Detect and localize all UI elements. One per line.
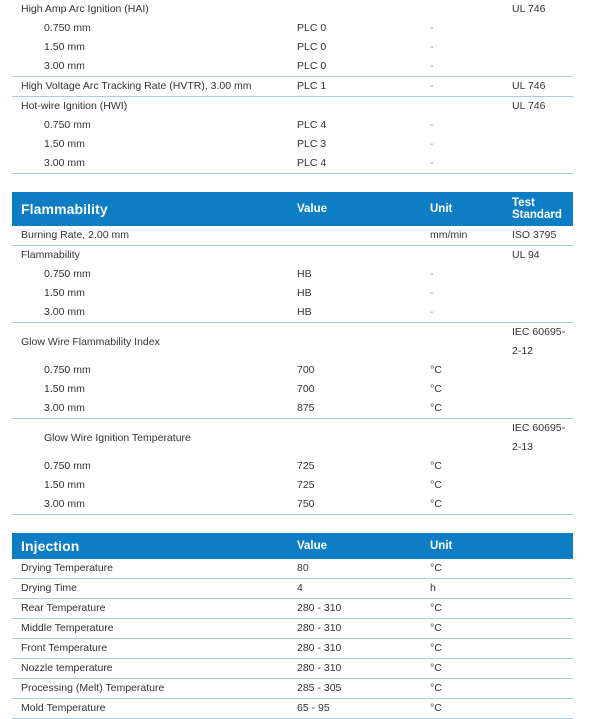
table-row [12,38,573,57]
property-label: Drying Temperature [12,559,275,579]
property-label: 1.50 mm [44,138,85,150]
unit-cell: h [418,579,573,599]
property-label: Flammability [21,249,80,261]
standard-cell [500,303,573,323]
standard-cell [500,457,573,476]
unit-cell: mm/min [418,226,500,246]
value-cell [275,97,418,117]
section-spacer [12,515,588,533]
table-row [12,19,573,38]
property-label: 0.750 mm [44,364,91,376]
standard-cell [500,265,573,284]
property-label: 0.750 mm [44,460,91,472]
table-row [12,476,573,495]
table-row [12,246,573,266]
electrical-continued-table [12,0,573,174]
unit-cell [418,419,500,458]
property-label: High Voltage Arc Tracking Rate (HVTR), 3.00 mm [12,77,275,97]
table-row [12,399,573,419]
standard-cell [500,476,573,495]
table-row [12,639,573,659]
standard-cell: IEC 60695-2-12 [512,326,566,357]
unit-cell [418,0,500,19]
property-label: Front Temperature [12,639,275,659]
value-cell: 80 [275,559,418,579]
unit-cell: °C [418,679,573,699]
property-label: Middle Temperature [12,619,275,639]
flammability-header-band [12,192,573,226]
value-cell: 280 - 310 [275,599,418,619]
unit-cell: °C [418,619,573,639]
table-row [12,419,573,458]
unit-cell: - [430,287,434,299]
standard-cell [500,38,573,57]
unit-cell: - [430,22,434,34]
property-label: 1.50 mm [44,383,85,395]
value-cell: PLC 1 [275,77,418,97]
unit-cell: - [430,268,434,280]
property-label: 3.00 mm [12,495,275,515]
unit-cell: °C [430,460,442,472]
unit-cell [418,97,500,117]
table-row [12,323,573,362]
value-cell: 65 - 95 [275,699,418,719]
table-row [12,154,573,174]
standard-cell: UL 746 [512,3,546,15]
value-cell: 280 - 310 [275,619,418,639]
injection-header-band [12,533,573,559]
unit-cell: - [430,119,434,131]
table-row [12,135,573,154]
table-row [12,77,573,97]
unit-cell [418,323,500,362]
value-cell: PLC 0 [297,41,327,53]
property-label: 0.750 mm [44,22,91,34]
standard-cell [500,116,573,135]
standard-cell: IEC 60695-2-13 [512,422,566,453]
unit-cell: °C [430,479,442,491]
table-row [12,361,573,380]
column-header-unit: Unit [418,192,500,226]
unit-cell: - [418,303,500,323]
injection-table [12,533,573,719]
value-cell [275,0,418,19]
unit-cell: °C [418,399,500,419]
table-row [12,619,573,639]
flammability-table [12,192,573,515]
value-cell [275,246,418,266]
table-row [12,659,573,679]
property-label: Glow Wire Flammability Index [21,335,160,348]
value-cell [275,419,418,458]
value-cell: 280 - 310 [275,639,418,659]
table-row [12,495,573,515]
property-label: 0.750 mm [44,119,91,131]
property-label: Nozzle temperature [12,659,275,679]
table-row [12,97,573,117]
standard-cell: UL 746 [512,100,546,112]
property-label: 3.00 mm [12,154,275,174]
value-cell: 285 - 305 [275,679,418,699]
property-label: 0.750 mm [44,268,91,280]
standard-cell [500,399,573,419]
unit-cell: °C [418,659,573,679]
value-cell: 280 - 310 [275,659,418,679]
column-header-unit: Unit [418,533,573,559]
property-label: Mold Temperature [12,699,275,719]
table-row [12,265,573,284]
property-label: Burning Rate, 2.00 mm [12,226,275,246]
unit-cell: °C [418,599,573,619]
unit-cell: °C [418,639,573,659]
property-label: Glow Wire Ignition Temperature [44,431,191,444]
value-cell: PLC 0 [275,57,418,77]
unit-cell: °C [418,699,573,719]
table-row [12,599,573,619]
table-row [12,0,573,19]
standard-cell: ISO 3795 [500,226,573,246]
section-title: Injection [12,533,275,559]
standard-cell [500,495,573,515]
table-row [12,679,573,699]
value-cell: 725 [297,479,315,491]
value-cell: 4 [275,579,418,599]
value-cell: 700 [297,364,315,376]
column-header-test-standard: Test Standard [500,192,573,226]
table-row [12,457,573,476]
standard-cell: UL 746 [500,77,573,97]
value-cell: PLC 4 [275,154,418,174]
unit-cell: - [418,77,500,97]
column-header-value: Value [275,192,418,226]
unit-cell: - [418,154,500,174]
table-row [12,116,573,135]
unit-cell: - [430,138,434,150]
value-cell [275,323,418,362]
value-cell [275,226,418,246]
table-row [12,57,573,77]
value-cell: HB [297,287,312,299]
table-row [12,699,573,719]
unit-cell: - [418,57,500,77]
standard-cell [500,19,573,38]
value-cell: 875 [275,399,418,419]
standard-cell [500,361,573,380]
section-spacer [12,174,588,192]
property-label: Drying Time [12,579,275,599]
value-cell: HB [275,303,418,323]
table-row [12,284,573,303]
property-label: 1.50 mm [44,479,85,491]
table-row [12,579,573,599]
table-row [12,559,573,579]
property-label: 3.00 mm [12,57,275,77]
standard-cell: UL 94 [512,249,540,261]
value-cell: PLC 4 [297,119,327,131]
standard-cell [500,380,573,399]
value-cell: HB [297,268,312,280]
value-cell: 750 [275,495,418,515]
value-cell: PLC 0 [297,22,327,34]
standard-cell [500,57,573,77]
property-label: Rear Temperature [12,599,275,619]
unit-cell: °C [430,383,442,395]
value-cell: PLC 3 [297,138,327,150]
property-label: 3.00 mm [12,399,275,419]
standard-cell [500,284,573,303]
table-row [12,380,573,399]
column-header-value: Value [275,533,418,559]
unit-cell: °C [418,495,500,515]
property-label: 1.50 mm [44,41,85,53]
property-label: High Amp Arc Ignition (HAI) [21,3,149,15]
standard-cell [500,135,573,154]
value-cell: 725 [297,460,315,472]
section-title: Flammability [12,192,275,226]
unit-cell [418,246,500,266]
property-label: Processing (Melt) Temperature [12,679,275,699]
unit-cell: °C [430,364,442,376]
property-label: 1.50 mm [44,287,85,299]
unit-cell: °C [418,559,573,579]
property-label: 3.00 mm [12,303,275,323]
standard-cell [500,154,573,174]
property-label: Hot-wire Ignition (HWI) [21,100,128,112]
table-row [12,226,573,246]
value-cell: 700 [297,383,315,395]
table-row [12,303,573,323]
unit-cell: - [430,41,434,53]
